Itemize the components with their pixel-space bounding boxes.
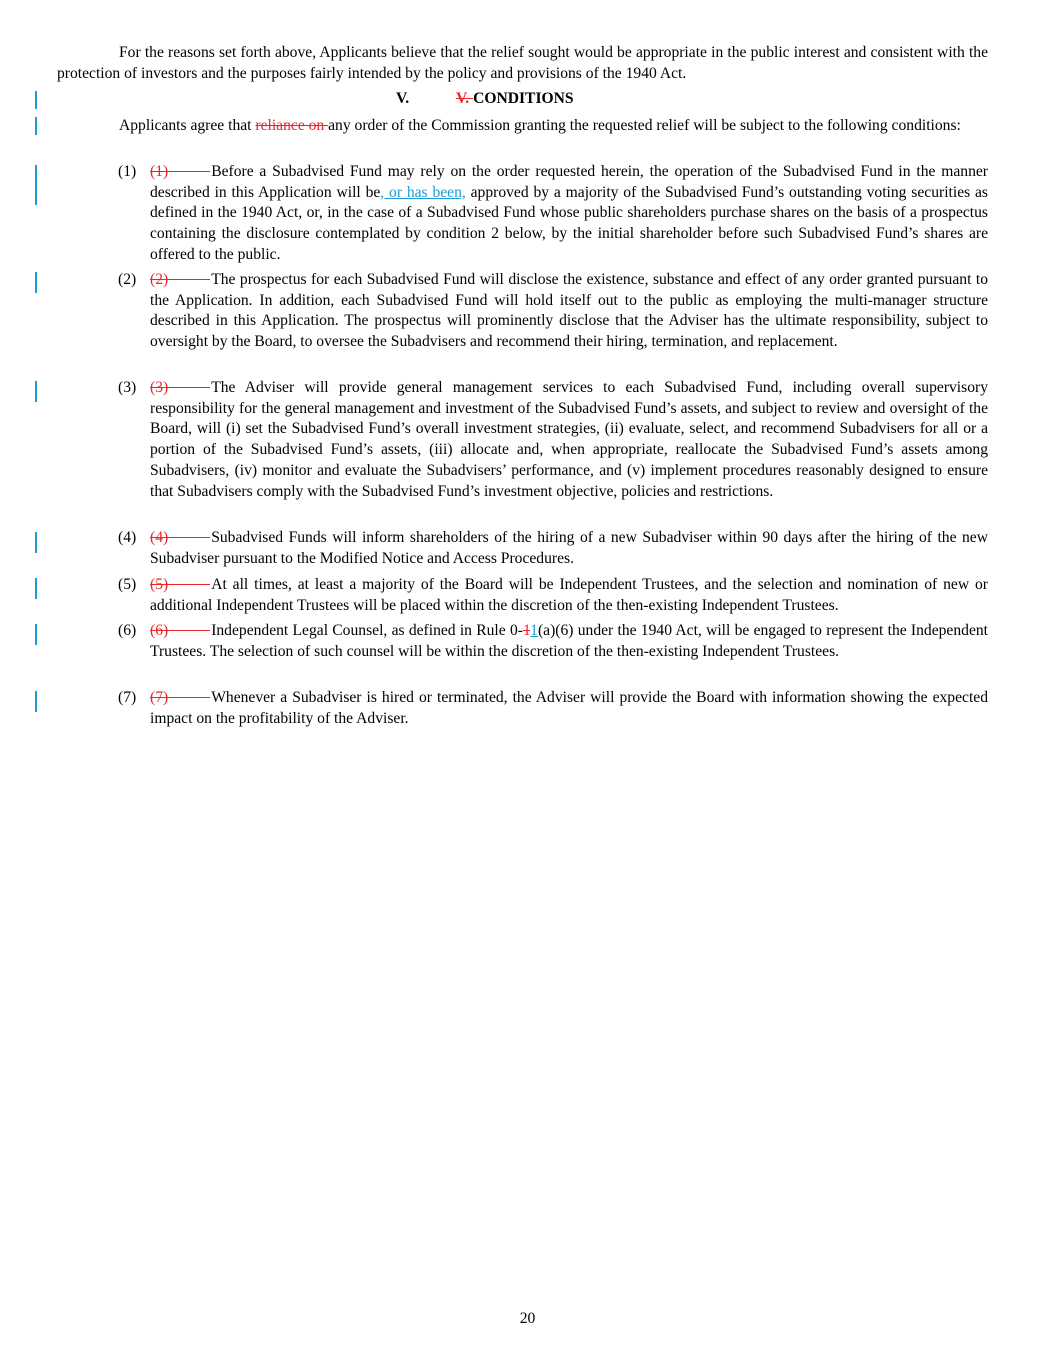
change-bar [35,578,37,599]
condition-text: The prospectus for each Subadvised Fund will disclose the existence, substance and effect of any order granted pursuant to the Application. In addition, each Subadvised Fund will hold itself out to the public as employing the multi-manager structure described in this Application. The prospectus will prominently disclose that the Adviser has the ultimate responsibility, subject to oversight by the Board, to oversee the Subadvisers and recommend their hiring, termination, and replacement. [150,271,988,351]
inserted-text: , or has been, [380,183,466,201]
deleted-tab [168,387,210,388]
condition-body [150,688,988,729]
change-bar [35,691,37,712]
condition-label: (2) [118,271,137,288]
condition-text: At all times, at least a majority of the Board will be Independent Trustees, and the selection and nomination of new or additional Independent Trustees will be placed within the discretion of the then-existing Independent Trustees. [150,576,988,614]
condition-text: Independent Legal Counsel, as defined in Rule 0- [211,622,523,639]
condition-text: approved by a majority of the Subadvised Fund’s outstanding voting securities as defined in the 1940 Act, or, in the case of a Subadvised Fund whose public shareholders purchase shares on the basis of a prospectus containing the disclosure contemplated by condition 2 below, by the initial shareholder before such Subadvised Fund’s shares are offered to the public. [150,183,988,263]
change-bar [35,165,37,205]
condition-text: Subadvised Funds will inform shareholders of the hiring of a new Subadviser within 90 days after the hiring of the new Subadviser pursuant to the Modified Notice and Access Procedures. [150,529,988,567]
deleted-label: (6) [150,622,169,639]
deleted-tab [168,630,210,631]
condition-body [150,162,988,266]
condition-body [150,575,988,616]
change-bar [35,117,37,135]
condition-text: Whenever a Subadviser is hired or terminated, the Adviser will provide the Board with information showing the expected impact on the profitability of the Adviser. [150,689,988,727]
condition-4 [118,528,988,569]
condition-7 [118,688,988,729]
deleted-label: (5) [150,576,169,593]
condition-body [150,621,988,662]
deleted-label: (7) [150,689,169,706]
lead-text-after: any order of the Commission granting the requested relief will be subject to the following conditions: [328,117,961,134]
change-bar [35,624,37,645]
condition-6 [118,621,988,662]
deleted-tab [168,279,210,280]
condition-body [150,528,988,569]
condition-text: The Adviser will provide general management services to each Subadvised Fund, including overall supervisory responsibility for the general management and investment of the Subadvised Fund’s assets, and subject to review and oversight of the Board, will (i) set the Subadvised Fund’s overall investment strategies, (ii) evaluate, select, and recommend Subadvisers for all or a portion of the Subadvised Fund’s assets, (iii) allocate and, when appropriate, reallocate the Subadvised Fund’s assets among Subadvisers, (iv) monitor and evaluate the Subadvisers’ performance, and (v) implement procedures reasonably designed to ensure that Subadvisers comply with the Subadvised Fund’s investment objective, policies and restrictions. [150,379,988,500]
lead-paragraph [57,116,988,137]
condition-label: (1) [118,163,137,180]
deleted-label: (1) [150,163,169,180]
condition-5 [118,575,988,616]
change-bar [35,272,37,293]
deleted-text: 1 [522,622,531,639]
section-title: CONDITIONS [473,90,574,107]
deleted-tab [168,584,210,585]
deleted-tab [168,171,210,172]
lead-text-before: Applicants agree that [119,117,256,134]
condition-body [150,378,988,502]
intro-paragraph: For the reasons set forth above, Applicants believe that the relief sought would be appropriate in the public interest and consistent with the protection of investors and the purposes fairly intended by the policy and provisions of the 1940 Act. [57,44,988,82]
deleted-tab [168,697,210,698]
condition-2 [118,270,988,353]
condition-label: (4) [118,529,137,546]
change-bar [35,532,37,553]
condition-label: (6) [118,622,137,639]
deleted-section-number: V. [456,90,474,107]
change-bar [35,91,37,109]
condition-3 [118,378,988,502]
deleted-text: reliance on [255,117,329,134]
condition-body [150,270,988,353]
condition-label: (7) [118,689,137,706]
condition-text: Before a Subadvised Fund may rely on the order requested herein, the operation of the Subadvised Fund in the manner described in this Application will be [150,163,988,201]
condition-text: (a)(6) under the 1940 Act, will be engaged to represent the Independent Trustees. The selection of such counsel will be within the discretion of the then-existing Independent Trustees. [150,622,988,660]
page-number: 20 [519,1310,536,1327]
condition-label: (5) [118,576,137,593]
deleted-tab [168,537,210,538]
section-number: V. [396,90,410,107]
deleted-label: (4) [150,529,169,546]
change-bar [35,381,37,402]
inserted-text: 1 [530,622,538,639]
deleted-label: (2) [150,271,169,288]
section-heading [396,89,574,110]
condition-label: (3) [118,379,137,396]
deleted-label: (3) [150,379,169,396]
condition-1 [118,162,988,266]
